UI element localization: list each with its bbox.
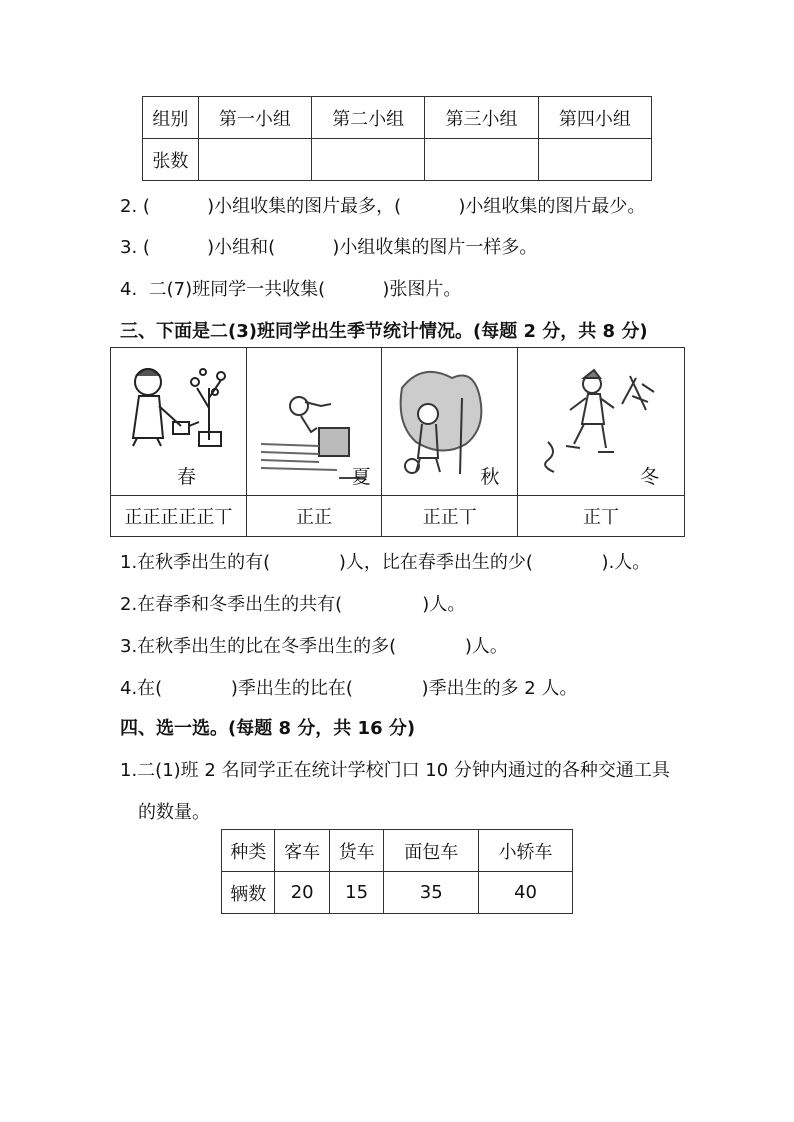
question-2: 2. ( )小组收集的图片最多，( )小组收集的图片最少。 — [120, 196, 646, 217]
table-header-cell: 小轿车 — [479, 830, 573, 872]
tally-cell: 正正正正正丅 — [111, 496, 247, 537]
section-3-question-1: 1.在秋季出生的有( )人，比在春季出生的少( ).人。 — [120, 552, 651, 573]
table-header-cell: 货车 — [329, 830, 383, 872]
answer-cell[interactable] — [425, 139, 538, 181]
table-header-cell: 种类 — [222, 830, 275, 872]
table-cell: 20 — [275, 872, 329, 914]
section-3-question-2: 2.在春季和冬季出生的共有( )人。 — [120, 594, 466, 615]
section-3-title: 三、下面是二(3)班同学出生季节统计情况。(每题 2 分，共 8 分) — [120, 321, 648, 342]
table-cell: 15 — [329, 872, 383, 914]
vehicle-table — [221, 829, 573, 914]
section-4-title: 四、选一选。(每题 8 分，共 16 分) — [120, 718, 416, 739]
tally-cell: 正正 — [246, 496, 382, 537]
table-header-cell: 客车 — [275, 830, 329, 872]
table-cell: 35 — [384, 872, 479, 914]
section-3-question-3: 3.在秋季出生的比在冬季出生的多( )人。 — [120, 636, 508, 657]
section-3-question-4: 4.在( )季出生的比在( )季出生的多 2 人。 — [120, 678, 578, 699]
season-table — [110, 347, 685, 537]
section-4-question-1-cont: 的数量。 — [138, 802, 210, 823]
question-4: 4. 二(7)班同学一共收集( )张图片。 — [120, 279, 462, 300]
tally-cell: 正丅 — [518, 496, 685, 537]
question-3: 3. ( )小组和( )小组收集的图片一样多。 — [120, 237, 538, 258]
table-header-cell: 第三小组 — [425, 97, 538, 139]
season-label: 春 — [177, 466, 197, 488]
season-picture-cell-spring — [111, 348, 247, 496]
season-label: 夏 — [351, 466, 371, 488]
season-picture-cell-summer — [246, 348, 382, 496]
season-picture-cell-winter — [518, 348, 685, 496]
season-label: 秋 — [480, 466, 500, 488]
season-label: 冬 — [640, 466, 660, 488]
table-header-cell: 第二小组 — [312, 97, 425, 139]
tally-cell: 正正丅 — [382, 496, 518, 537]
season-picture-cell-autumn — [382, 348, 518, 496]
table-cell: 40 — [479, 872, 573, 914]
table-header-cell: 第一小组 — [198, 97, 311, 139]
table-row-label: 辆数 — [222, 872, 275, 914]
answer-cell[interactable] — [538, 139, 651, 181]
table-header-cell: 组别 — [143, 97, 199, 139]
table-header-cell: 第四小组 — [538, 97, 651, 139]
answer-cell[interactable] — [198, 139, 311, 181]
picture-count-table — [142, 96, 652, 181]
section-4-question-1: 1.二(1)班 2 名同学正在统计学校门口 10 分钟内通过的各种交通工具 — [120, 760, 670, 781]
table-header-cell: 面包车 — [384, 830, 479, 872]
table-row-label: 张数 — [143, 139, 199, 181]
answer-cell[interactable] — [312, 139, 425, 181]
